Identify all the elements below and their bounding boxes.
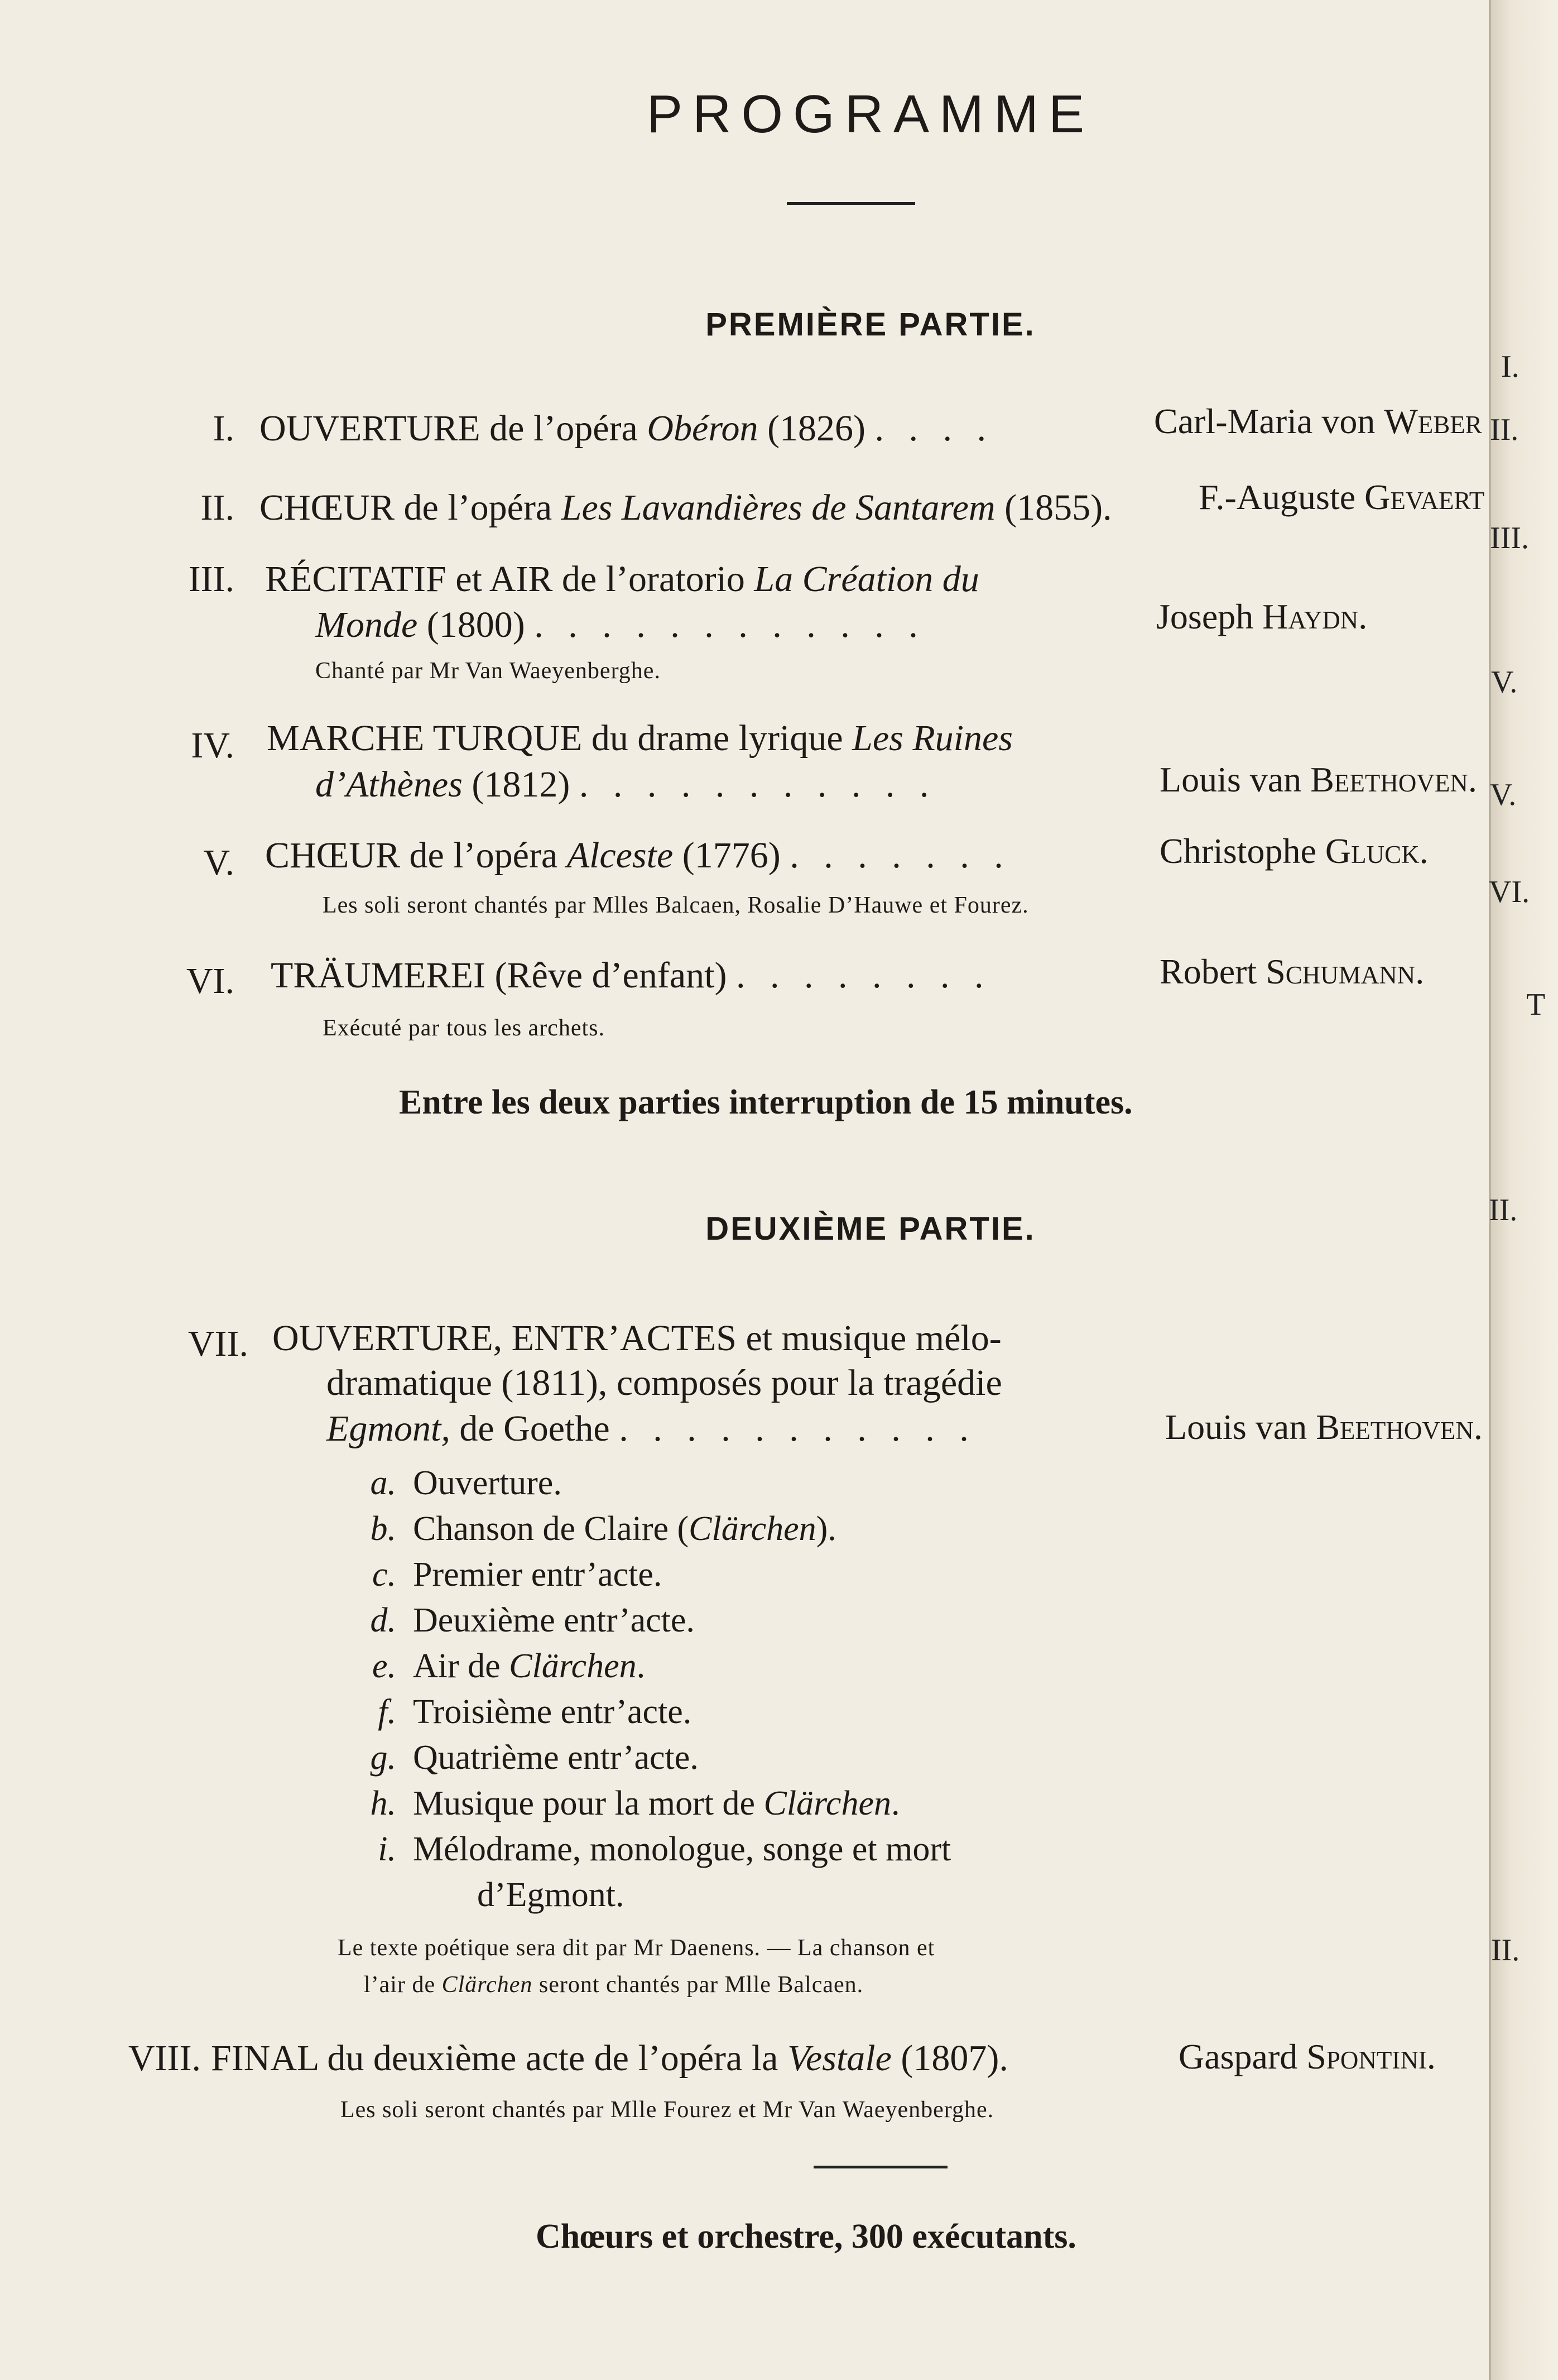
item-title-cont: Egmont, de Goethe . . . . . . . . . . . [326, 1408, 977, 1449]
item-title: RÉCITATIF et AIR de l’oratorio La Création du [265, 559, 979, 599]
margin-mark: II. [1489, 1193, 1518, 1227]
title-rule [787, 202, 915, 205]
composer: Robert Schumann. [1160, 952, 1425, 991]
item-title: FINAL du deuxième acte de l’opéra la Vestale (1807). [211, 2038, 1008, 2079]
sub-item-text-cont: d’Egmont. [477, 1876, 624, 1914]
part-two-heading: DEUXIÈME PARTIE. [705, 1211, 1036, 1247]
item-number: VIII. [128, 2038, 201, 2079]
sub-item-letter: a. [370, 1464, 396, 1502]
part-one-heading: PREMIÈRE PARTIE. [705, 306, 1036, 343]
item-number: I. [213, 408, 234, 449]
item-title-cont: Monde (1800) . . . . . . . . . . . . [315, 604, 926, 645]
margin-mark: III. [1490, 521, 1529, 555]
margin-mark: V. [1491, 665, 1518, 699]
margin-mark: I. [1501, 349, 1519, 384]
interlude-note: Entre les deux parties interruption de 15 minutes. [399, 1083, 1133, 1121]
footer-ensemble: Chœurs et orchestre, 300 exécutants. [536, 2218, 1076, 2256]
composer: Carl-Maria von Weber [1154, 401, 1482, 441]
composer: Louis van Beethoven. [1160, 760, 1477, 799]
page-title: PROGRAMME [646, 84, 1095, 144]
footer-rule [814, 2166, 948, 2168]
sub-item-text: Troisième entr’acte. [413, 1693, 692, 1731]
item-number: VI. [186, 961, 234, 1001]
performer-note: Exécuté par tous les archets. [323, 1015, 605, 1041]
item-number: III. [188, 559, 234, 599]
item-title-cont: d’Athènes (1812) . . . . . . . . . . . [315, 764, 937, 805]
item-title: TRÄUMEREI (Rêve d’enfant) . . . . . . . . [271, 955, 992, 996]
item-number: VII. [187, 1323, 248, 1364]
sub-item-letter: b. [370, 1510, 396, 1548]
sub-item-text: Deuxième entr’acte. [413, 1601, 695, 1639]
performer-note: Chanté par Mr Van Waeyenberghe. [315, 658, 661, 684]
sub-item-text: Premier entr’acte. [413, 1556, 662, 1594]
sub-item-text: Chanson de Claire (Clärchen). [413, 1510, 836, 1548]
sub-item-letter: f. [378, 1693, 396, 1731]
sub-item-letter: h. [370, 1784, 396, 1822]
sub-item-letter: d. [370, 1601, 396, 1639]
performer-note: Le texte poétique sera dit par Mr Daenens. — La chanson et [338, 1935, 935, 1961]
item-number: V. [203, 842, 234, 883]
margin-mark: II. [1491, 1933, 1520, 1968]
composer: Joseph Haydn. [1156, 597, 1368, 636]
composer: Christophe Gluck. [1160, 831, 1429, 871]
item-title: OUVERTURE de l’opéra Obéron (1826) . . . . [259, 408, 994, 449]
item-number: II. [200, 487, 234, 528]
item-title: CHŒUR de l’opéra Les Lavandières de Santarem (1855). [259, 487, 1112, 528]
item-number: IV. [191, 725, 234, 766]
composer: Louis van Beethoven. [1165, 1407, 1483, 1447]
sub-item-letter: c. [372, 1556, 396, 1594]
composer: Gaspard Spontini. [1179, 2037, 1436, 2076]
composer: F.-Auguste Gevaert [1199, 477, 1485, 517]
item-title: MARCHE TURQUE du drame lyrique Les Ruines [267, 718, 1013, 759]
performer-note: Les soli seront chantés par Mlles Balcaen, Rosalie D’Hauwe et Fourez. [323, 892, 1029, 918]
performer-note-cont: l’air de Clärchen seront chantés par Mlle Balcaen. [364, 1972, 864, 1998]
sub-item-text: Ouverture. [413, 1464, 562, 1502]
sub-item-letter: e. [372, 1647, 396, 1685]
item-title: CHŒUR de l’opéra Alceste (1776) . . . . . . . [265, 835, 1011, 876]
sub-item-text: Quatrième entr’acte. [413, 1739, 699, 1777]
performer-note: Les soli seront chantés par Mlle Fourez et Mr Van Waeyenberghe. [340, 2097, 994, 2123]
sub-item-text: Air de Clärchen. [413, 1647, 646, 1685]
sub-item-letter: g. [370, 1739, 396, 1777]
margin-mark: V. [1490, 778, 1517, 812]
sub-item-text: Musique pour la mort de Clärchen. [413, 1784, 900, 1822]
sub-item-text: Mélodrame, monologue, songe et mort [413, 1830, 951, 1868]
item-title: OUVERTURE, ENTR’ACTES et musique mélo- [272, 1318, 1002, 1359]
item-title-cont: dramatique (1811), composés pour la tragédie [326, 1362, 1002, 1403]
sub-item-letter: i. [378, 1830, 396, 1868]
margin-mark: T [1526, 987, 1546, 1022]
margin-mark: VI. [1489, 875, 1530, 909]
margin-mark: II. [1490, 412, 1519, 447]
